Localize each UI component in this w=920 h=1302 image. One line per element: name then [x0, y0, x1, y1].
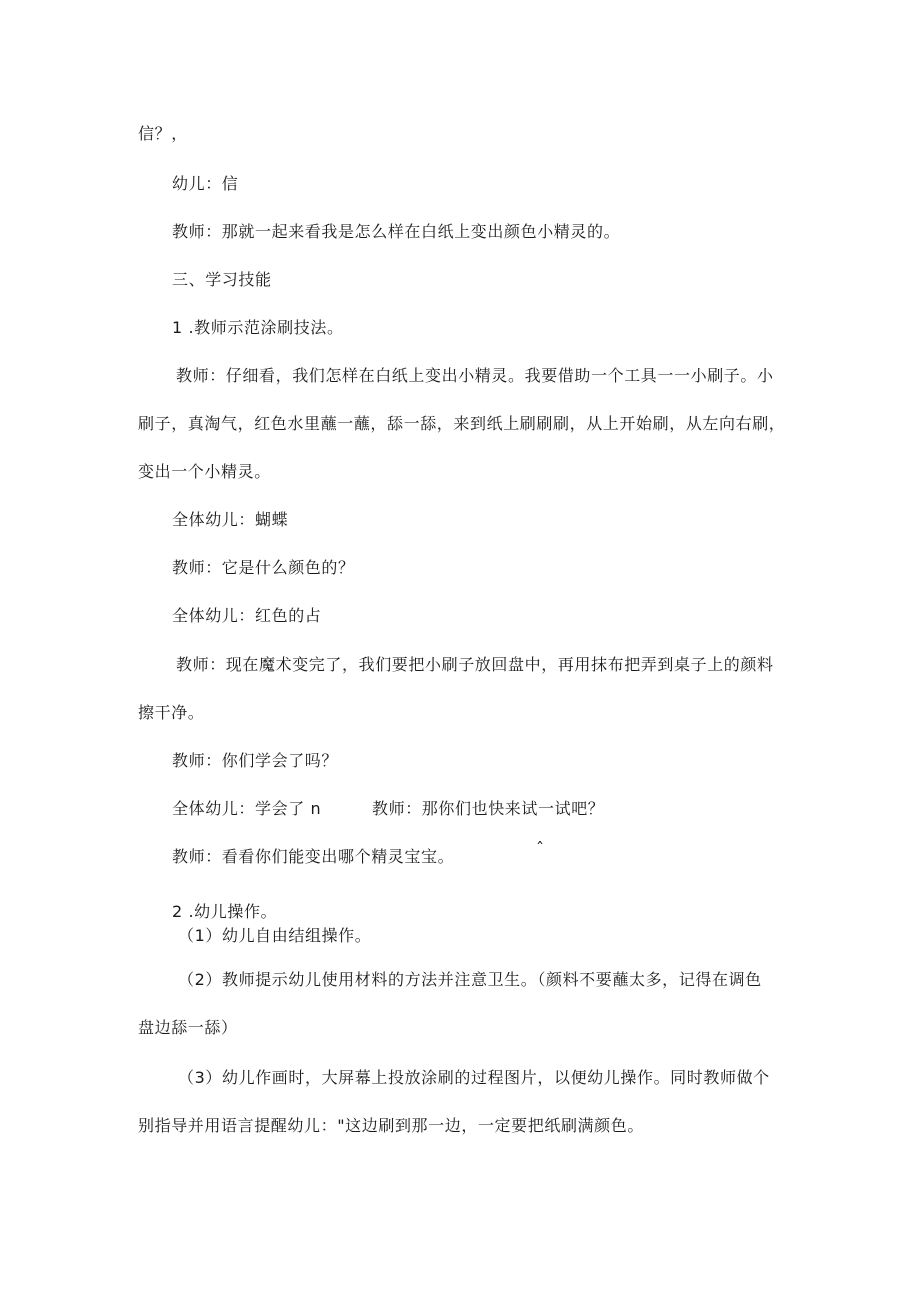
text-line: 教师：它是什么颜色的？ [172, 558, 355, 577]
text-line: 别指导并用语言提醒幼儿："这边刷到那一边，一定要把纸刷满颜色。 [138, 1116, 644, 1135]
text-line: 擦干净。 [138, 703, 205, 722]
numbered-heading: 2 .幼儿操作。 [172, 902, 278, 921]
text-line: 教师：仔细看，我们怎样在白纸上变出小精灵。我要借助一个工具一一小刷子。小 [176, 366, 774, 385]
text-line: 变出一个小精灵。 [138, 462, 271, 481]
numbered-heading: 1 .教师示范涂刷技法。 [172, 318, 344, 337]
list-item: （3）幼儿作画时，大屏幕上投放涂刷的过程图片，以便幼儿操作。同时教师做个 [178, 1068, 770, 1087]
text-line: 教师：现在魔术变完了，我们要把小刷子放回盘中，再用抹布把弄到桌子上的颜料 [176, 655, 774, 674]
text-line: 幼儿：信 [172, 174, 239, 193]
text-line: 教师：你们学会了吗？ [172, 751, 339, 770]
text-line: 教师：那你们也快来试一试吧？ [372, 799, 605, 818]
text-line: 全体幼儿：红色的占 [172, 606, 322, 625]
section-heading: 三、学习技能 [172, 270, 272, 289]
list-item: （2）教师提示幼儿使用材料的方法并注意卫生。（颜料不要蘸太多，记得在调色 [178, 970, 762, 989]
stray-mark: ˆ [536, 839, 545, 858]
text-line: 教师：看看你们能变出哪个精灵宝宝。 [172, 847, 455, 866]
list-item: （1）幼儿自由结组操作。 [178, 926, 372, 945]
text-line: 刷子，真淘气，红色水里蘸一蘸，舔一舔，来到纸上刷刷刷，从上开始刷，从左向右刷， [138, 414, 786, 433]
text-line: 全体幼儿：学会了 n [172, 799, 322, 818]
text-line: 盘边舔一舔） [138, 1018, 238, 1037]
text-line: 信？， [138, 124, 188, 143]
text-line: 教师：那就一起来看我是怎么样在白纸上变出颜色小精灵的。 [172, 222, 621, 241]
text-line: 全体幼儿：蝴蝶 [172, 510, 289, 529]
